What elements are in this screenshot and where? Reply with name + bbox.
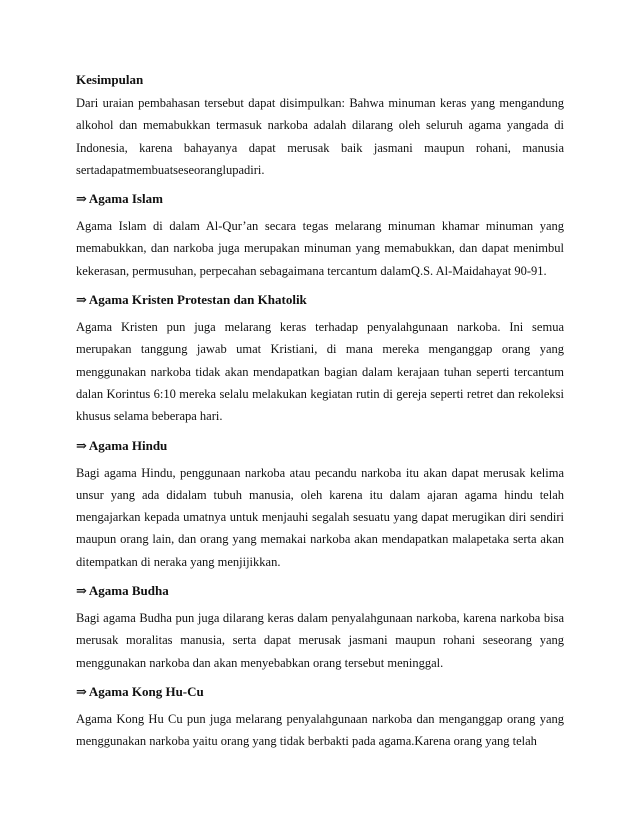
conclusion-heading: Kesimpulan: [76, 72, 144, 87]
section-heading-label: Agama Budha: [88, 583, 169, 599]
double-arrow-icon: ⇒: [76, 437, 87, 453]
document-body: [76, 70, 564, 757]
double-arrow-icon: ⇒: [76, 583, 87, 599]
section-heading-kristen: [76, 290, 564, 310]
section-paragraph-kristen: Agama Kristen pun juga melarang keras terhadap penyalahgunaan narkoba. Ini semua merupakan tanggung jawab umat Kristiani, di mana mereka menganggap orang yang menggunakan narkoba tidak akan mendapatkan bagian dalam kerajaan tuhan seperti tercantum dalan Korintus 6:10 mereka selalu melakukan kegiatan rutin di gereja seperti retret dan rekoleksi khusus selama beberapa hari.: [76, 320, 564, 424]
double-arrow-icon: ⇒: [76, 683, 87, 699]
section-heading-label: Agama Kristen Protestan dan Khatolik: [88, 292, 307, 308]
section-heading-hindu: [76, 436, 564, 456]
section-heading-budha: [76, 581, 564, 601]
section-paragraph-konghucu: Agama Kong Hu Cu pun juga melarang penyalahgunaan narkoba dan menganggap orang yang menggunakan narkoba yaitu orang yang tidak berbakti pada agama.Karena orang yang telah: [76, 711, 564, 749]
intro-paragraph: Dari uraian pembahasan tersebut dapat disimpulkan: Bahwa minuman keras yang mengandung alkohol dan memabukkan termasuk narkoba adalah dilarang oleh seluruh agama yangada di Indonesia, karena bahayanya dapat merusak baik jasmani maupun rohani, manusia sertadapatmembuatseseoranglupadiri.: [76, 96, 564, 177]
section-heading-islam: [76, 189, 564, 209]
section-paragraph-budha: Bagi agama Budha pun juga dilarang keras dalam penyalahgunaan narkoba, karena narkoba bisa merusak moralitas manusia, serta dapat merusak jasmani maupun rohani seseorang yang menggunakan narkoba dan akan menyebabkan orang tersebut meninggal.: [76, 611, 564, 670]
section-heading-label: Agama Islam: [88, 191, 163, 207]
section-heading-konghucu: [76, 682, 564, 702]
double-arrow-icon: ⇒: [76, 292, 87, 308]
section-paragraph-hindu: Bagi agama Hindu, penggunaan narkoba atau pecandu narkoba itu akan dapat merusak kelima unsur yang ada didalam tubuh manusia, oleh karena itu dalam ajaran agama hindu telah mengajarkan kepada umatnya untuk menjauhi segalah sesuatu yang dapat merugikan diri sendiri maupun orang lain, dan orang yang memakai narkoba akan mendapatkan malapetaka serta akan ditempatkan di neraka yang menjijikkan.: [76, 465, 564, 569]
section-heading-label: Agama Kong Hu-Cu: [88, 683, 204, 699]
double-arrow-icon: ⇒: [76, 191, 87, 207]
section-paragraph-islam: Agama Islam di dalam Al-Qur’an secara tegas melarang minuman khamar minuman yang memabukkan, dan narkoba juga merupakan minuman yang memabukkan, dan dapat menimbul kekerasan, permusuhan, perpecahan sebagaimana tercantum dalamQ.S. Al-Maidahayat 90-91.: [76, 219, 564, 278]
section-heading-label: Agama Hindu: [88, 437, 168, 453]
